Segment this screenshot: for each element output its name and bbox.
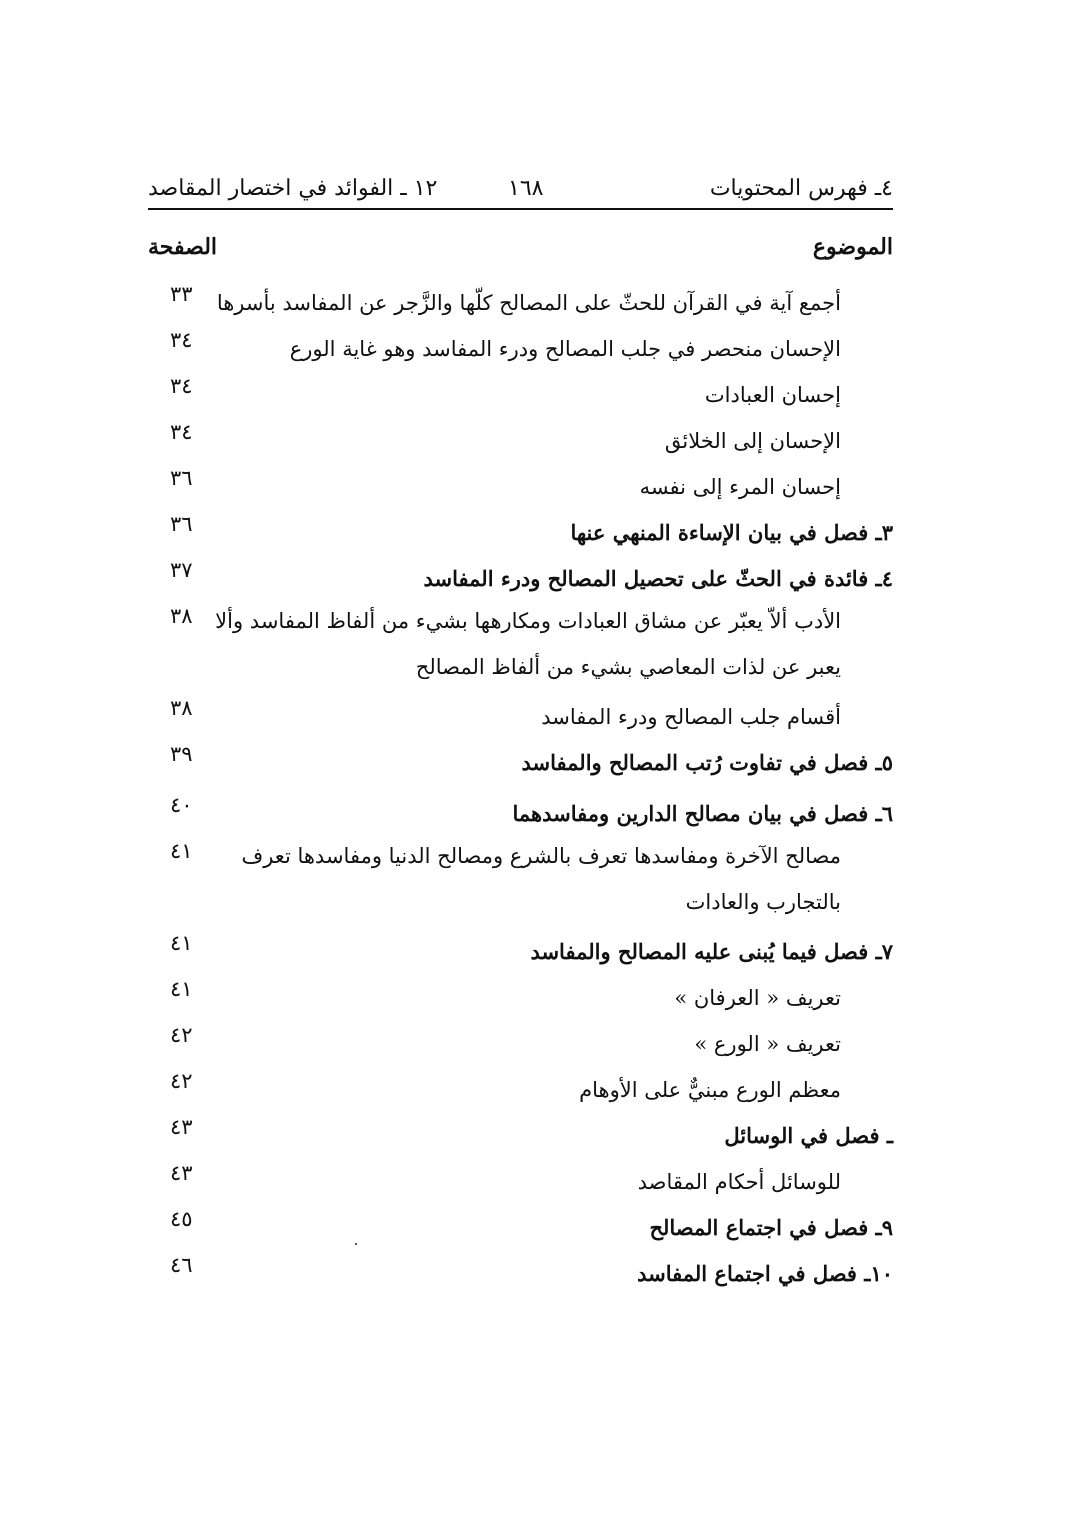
toc-entry: [148, 460, 893, 506]
toc-section-entry: [148, 736, 893, 787]
toc-section-entry: [148, 1201, 893, 1247]
page-number: ١٦٨: [508, 176, 544, 201]
toc-page-number: ٤١: [170, 839, 193, 863]
toc-entry-text: إحسان المرء إلى نفسه: [639, 475, 841, 499]
header-book-title: ١٢ ـ الفوائد في اختصار المقاصد: [148, 176, 438, 201]
toc-section-entry: [148, 925, 893, 971]
toc-entry: [148, 598, 893, 690]
toc-entry: [148, 368, 893, 414]
toc-entry-text: الإحسان منحصر في جلب المصالح ودرء المفاسد وهو غاية الورع: [289, 337, 841, 361]
toc-entry-text: أقسام جلب المصالح ودرء المفاسد: [541, 705, 841, 729]
topic-column-heading: الموضوع: [812, 234, 893, 260]
toc-entry-text: تعريف « العرفان »: [674, 986, 841, 1010]
header-section-title: ٤ـ فهرس المحتويات: [709, 176, 893, 201]
toc-page-number: ٣٦: [170, 512, 193, 536]
toc-entry: [148, 1155, 893, 1201]
page-column-heading: الصفحة: [148, 234, 218, 260]
toc-page-number: ٣٤: [170, 420, 193, 444]
toc-entry: [148, 322, 893, 368]
toc-page-number: ٤٢: [170, 1023, 193, 1047]
toc-page-number: ٣٤: [170, 328, 193, 352]
toc-entry: [148, 1017, 893, 1063]
toc-page-number: ٣٩: [170, 742, 193, 766]
toc-section-title: ٥ـ فصل في تفاوت رُتب المصالح والمفاسد: [521, 750, 893, 775]
toc-entry-text: تعريف « الورع »: [694, 1032, 841, 1056]
toc-page-number: ٤٢: [170, 1069, 193, 1093]
toc-page-number: ٤٦: [170, 1253, 193, 1277]
toc-section-title: ٦ـ فصل في بيان مصالح الدارين ومفاسدهما: [512, 801, 893, 826]
toc-entry: [148, 1063, 893, 1109]
toc-section-title: ٩ـ فصل في اجتماع المصالح: [649, 1215, 893, 1240]
toc-section-title: ٤ـ فائدة في الحثّ على تحصيل المصالح ودرء المفاسد: [423, 566, 893, 591]
toc-entry: [148, 690, 893, 736]
toc-page-number: ٣٣: [170, 282, 193, 306]
toc-entry-text: الأدب ألاّ يعبّر عن مشاق العبادات ومكارهها بشيء من ألفاظ المفاسد وألا يعبر عن لذات المعاصي بشيء من ألفاظ المصالح: [215, 609, 841, 679]
toc-entry-text: الإحسان إلى الخلائق: [664, 429, 841, 453]
table-of-contents: [148, 276, 893, 1293]
toc-entry-text: مصالح الآخرة ومفاسدها تعرف بالشرع ومصالح الدنيا ومفاسدها تعرف بالتجارب والعادات: [241, 844, 841, 914]
toc-page-number: ٤١: [170, 977, 193, 1001]
toc-section-entry: [148, 1247, 893, 1293]
toc-entry: [148, 833, 893, 925]
toc-entry-text: إحسان العبادات: [704, 383, 841, 407]
toc-section-title: ٧ـ فصل فيما يُبنى عليه المصالح والمفاسد: [530, 939, 893, 964]
toc-page-number: ٤٠: [170, 793, 193, 817]
toc-entry-text: معظم الورع مبنيٌّ على الأوهام: [579, 1078, 841, 1102]
toc-entry: [148, 414, 893, 460]
print-speck: [355, 1243, 357, 1245]
toc-section-entry: [148, 506, 893, 552]
toc-page-number: ٣٨: [170, 604, 193, 628]
toc-page-number: ٣٦: [170, 466, 193, 490]
toc-entry: [148, 971, 893, 1017]
toc-page-number: ٣٧: [170, 558, 193, 582]
toc-page-number: ٣٨: [170, 696, 193, 720]
toc-page-number: ٤١: [170, 931, 193, 955]
toc-entry-text: أجمع آية في القرآن للحثّ على المصالح كلّها والزَّجر عن المفاسد بأسرها: [216, 291, 841, 315]
toc-page-number: ٤٣: [170, 1115, 193, 1139]
running-header: [148, 168, 893, 210]
toc-entry-text: للوسائل أحكام المقاصد: [637, 1170, 841, 1194]
toc-entry: [148, 276, 893, 322]
toc-page-number: ٣٤: [170, 374, 193, 398]
toc-page-number: ٤٣: [170, 1161, 193, 1185]
toc-section-entry: [148, 787, 893, 833]
toc-section-entry: [148, 1109, 893, 1155]
toc-section-title: ـ فصل في الوسائل: [724, 1123, 893, 1148]
toc-section-title: ١٠ـ فصل في اجتماع المفاسد: [637, 1261, 893, 1286]
toc-section-title: ٣ـ فصل في بيان الإساءة المنهي عنها: [570, 520, 893, 545]
toc-section-entry: [148, 552, 893, 598]
toc-page-number: ٤٥: [170, 1207, 193, 1231]
